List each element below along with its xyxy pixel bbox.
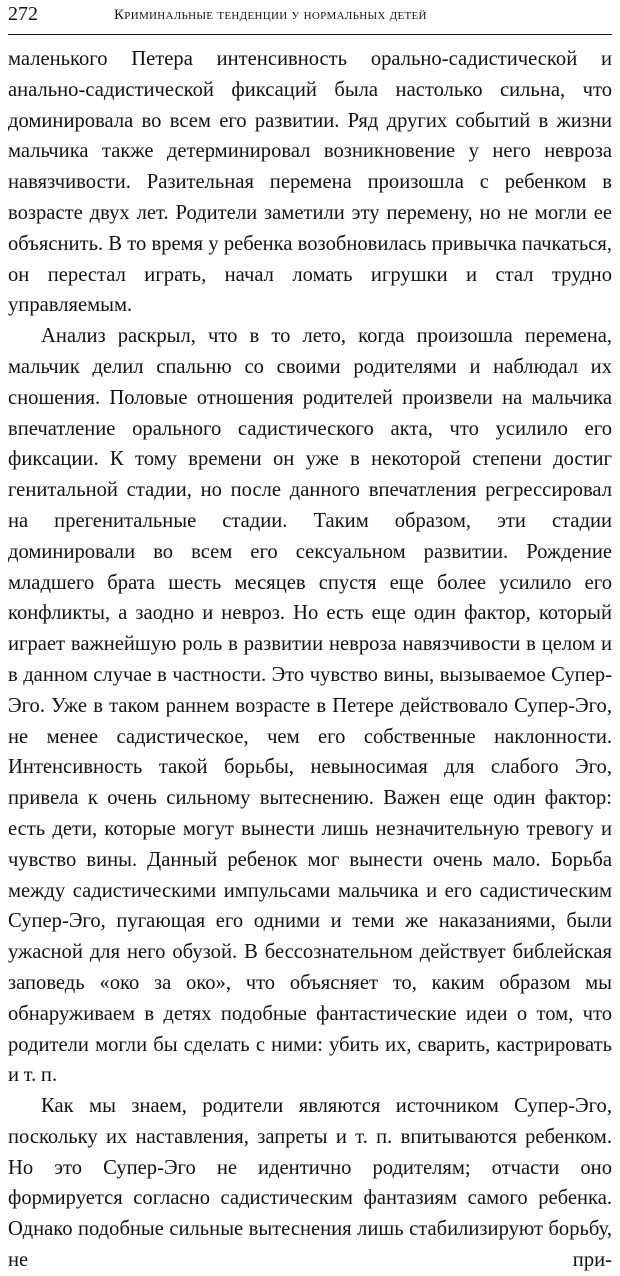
paragraph-3: Как мы знаем, родители являются источником Супер-Эго, поскольку их наставления, запреты и т. п. впитываются ребенком. Но это Супер-Эго не идентично родителям; отчасти оно формируется согласно садистическим фантазиям самого ребенка. Однако подобные сильные вытеснения лишь стабилизируют борьбу, не при-	[8, 1095, 612, 1272]
paragraph-1: маленького Петера интенсивность орально-садистической и анально-садистической фиксаций была настолько сильна, что доминировала во всем его развитии. Ряд других событий в жизни мальчика также детерминировал возникновение у него невроза навязчивости. Разительная перемена произошла с ребенком в возрасте двух лет. Родители заметили эту перемену, но не могли ее объяснить. В то время у ребенка возобновилась привычка пачкаться, он перестал играть, начал ломать игрушки и стал трудно управляемым.	[8, 48, 612, 317]
running-head	[8, 0, 612, 35]
running-title: Криминальные тенденции у нормальных детей	[114, 7, 427, 23]
body-text	[8, 44, 612, 1276]
page-number: 272	[8, 3, 38, 25]
paragraph-2: Анализ раскрыл, что в то лето, когда произошла перемена, мальчик делил спальню со своими родителями и наблюдал их сношения. Половые отношения родителей произвели на мальчика впечатление орального садистического акта, что усилило его фиксации. К тому времени он уже в некоторой степени достиг генитальной стадии, но после данного впечатления регрессировал на прегенитальные стадии. Таким образом, эти стадии доминировали во всем его сексуальном развитии. Рождение младшего брата шесть месяцев спустя еще более усилило его конфликты, а заодно и невроз. Но есть еще один фактор, который играет важнейшую роль в развитии невроза навязчивости в целом и в данном случае в частности. Это чувство вины, вызываемое Супер-Эго. Уже в таком раннем возрасте в Петере действовало Супер-Эго, не менее садистическое, чем его собственные наклонности. Интенсивность такой борьбы, невыносимая для слабого Эго, привела к очень сильному вытеснению. Важен еще один фактор: есть дети, которые могут вынести лишь незначительную тревогу и чувство вины. Данный ребенок мог вынести очень мало. Борьба между садистическими импульсами мальчика и его садистическим Супер-Эго, пугающая его одними и теми же наказаниями, были ужасной для него обузой. В бессознательном действует библейская заповедь «око за око», что объясняет то, каким образом мы обнаруживаем в детях подобные фантастические идеи о том, что родители могли бы сделать с ними: убить их, сварить, кастрировать и т. п.	[8, 325, 612, 1087]
